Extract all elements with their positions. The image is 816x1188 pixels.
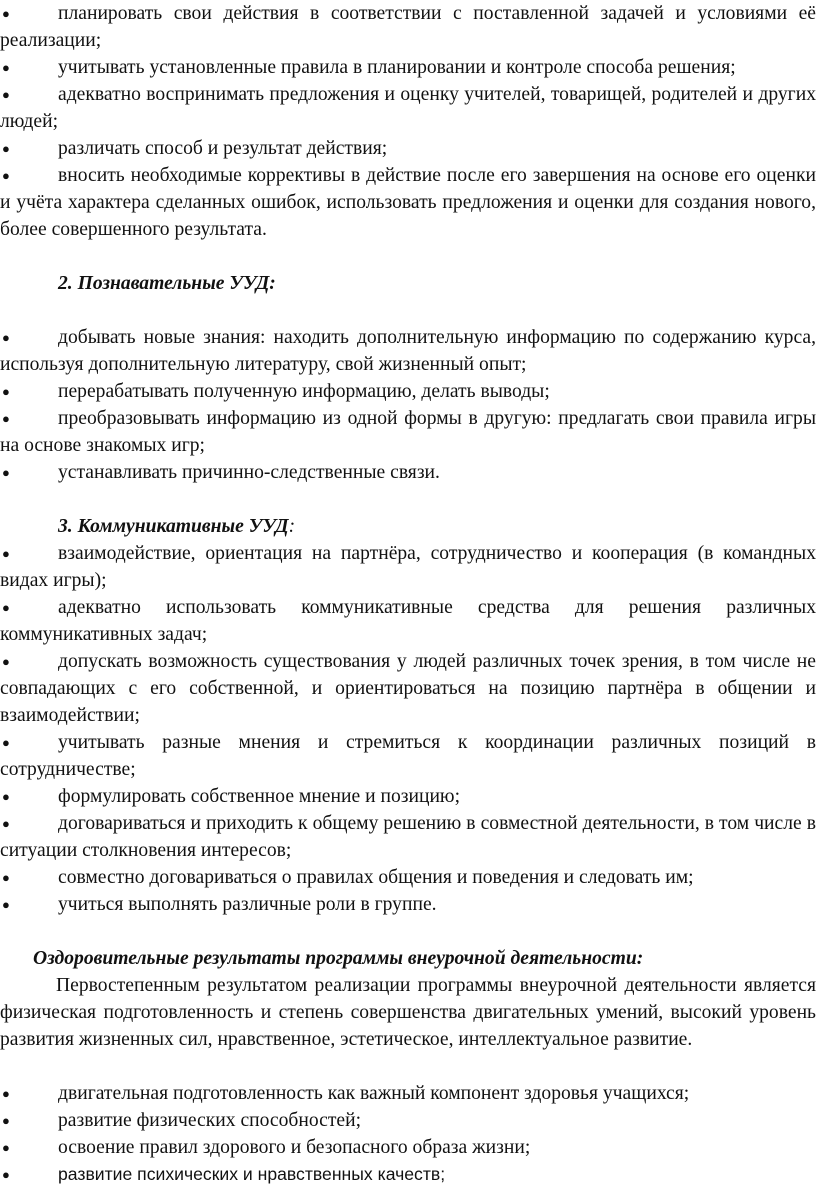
- spacer: [0, 243, 816, 270]
- health-paragraph: Первостепенным результатом реализации программы внеурочной деятельности является физическая подготовленность и степень совершенства двигательных умений, высокий уровень развития жизненных сил, нравственное, эстетическое, интеллектуальное развитие.: [0, 975, 816, 1050]
- bullet-icon: ●: [2, 6, 10, 21]
- bullet-icon: ●: [2, 384, 10, 399]
- list-item: ● развитие психических и нравственных качеств;: [0, 1161, 816, 1188]
- list-item: ● взаимодействие, ориентация на партнёра, сотрудничество и кооперация (в командных видах игры);: [0, 540, 816, 594]
- list-item: ● двигательная подготовленность как важный компонент здоровья учащихся;: [0, 1080, 816, 1107]
- list-item: ● различать способ и результат действия;: [0, 135, 816, 162]
- bullet-icon: ●: [2, 60, 10, 75]
- bullet-icon: ●: [2, 1167, 10, 1182]
- bullet-icon: ●: [2, 141, 10, 156]
- list-item: ● планировать свои действия в соответствии с поставленной задачей и условиями её реализации;: [0, 0, 816, 54]
- health-heading: Оздоровительные результаты программы внеурочной деятельности:: [33, 948, 644, 969]
- list-item: ● устанавливать причинно-следственные связи.: [0, 459, 816, 486]
- bullet-icon: ●: [2, 546, 10, 561]
- bullet-icon: ●: [2, 870, 10, 885]
- bullet-icon: ●: [2, 897, 10, 912]
- bullet-icon: ●: [2, 816, 10, 831]
- bullet-icon: ●: [2, 600, 10, 615]
- list-item: ● добывать новые знания: находить дополнительную информацию по содержанию курса, используя дополнительную литературу, свой жизненный опыт;: [0, 324, 816, 378]
- list-item: ● договариваться и приходить к общему решению в совместной деятельности, в том числе в ситуации столкновения интересов;: [0, 810, 816, 864]
- cognitive-list: [0, 324, 816, 486]
- list-item: ● адекватно использовать коммуникативные средства для решения различных коммуникативных задач;: [0, 594, 816, 648]
- communicative-heading: 3. Коммуникативные УУД:: [58, 516, 296, 537]
- bullet-icon: ●: [2, 330, 10, 345]
- list-item: ● совместно договариваться о правилах общения и поведения и следовать им;: [0, 864, 816, 891]
- communicative-list: [0, 540, 816, 918]
- list-item: ● перерабатывать полученную информацию, делать выводы;: [0, 378, 816, 405]
- list-item: ● преобразовывать информацию из одной формы в другую: предлагать свои правила игры на основе знакомых игр;: [0, 405, 816, 459]
- bullet-icon: ●: [2, 411, 10, 426]
- list-item: ● формулировать собственное мнение и позицию;: [0, 783, 816, 810]
- spacer: [0, 486, 816, 513]
- cognitive-heading: 2. Познавательные УУД:: [58, 273, 276, 294]
- list-item: ● учитывать разные мнения и стремиться к координации различных позиций в сотрудничестве;: [0, 729, 816, 783]
- bullet-icon: ●: [2, 1086, 10, 1101]
- bullet-icon: ●: [2, 465, 10, 480]
- spacer: [0, 918, 816, 945]
- bullet-icon: ●: [2, 789, 10, 804]
- bullet-icon: ●: [2, 654, 10, 669]
- regulatory-list: [0, 0, 816, 243]
- list-item: ● развитие физических способностей;: [0, 1107, 816, 1134]
- spacer: [0, 297, 816, 324]
- list-item: ● вносить необходимые коррективы в действие после его завершения на основе его оценки и учёта характера сделанных ошибок, использовать предложения и оценки для создания нового, более совершенного результата.: [0, 162, 816, 243]
- bullet-icon: ●: [2, 87, 10, 102]
- bullet-icon: ●: [2, 1113, 10, 1128]
- list-item: ● учиться выполнять различные роли в группе.: [0, 891, 816, 918]
- list-item: ● адекватно воспринимать предложения и оценку учителей, товарищей, родителей и других людей;: [0, 81, 816, 135]
- list-item: ● учитывать установленные правила в планировании и контроле способа решения;: [0, 54, 816, 81]
- health-list: [0, 1080, 816, 1188]
- bullet-icon: ●: [2, 168, 10, 183]
- bullet-icon: ●: [2, 1140, 10, 1155]
- bullet-icon: ●: [2, 735, 10, 750]
- list-item: ● допускать возможность существования у людей различных точек зрения, в том числе не совпадающих с его собственной, и ориентироваться на позицию партнёра в общении и взаимодействии;: [0, 648, 816, 729]
- list-item: ● освоение правил здорового и безопасного образа жизни;: [0, 1134, 816, 1161]
- spacer: [0, 1053, 816, 1080]
